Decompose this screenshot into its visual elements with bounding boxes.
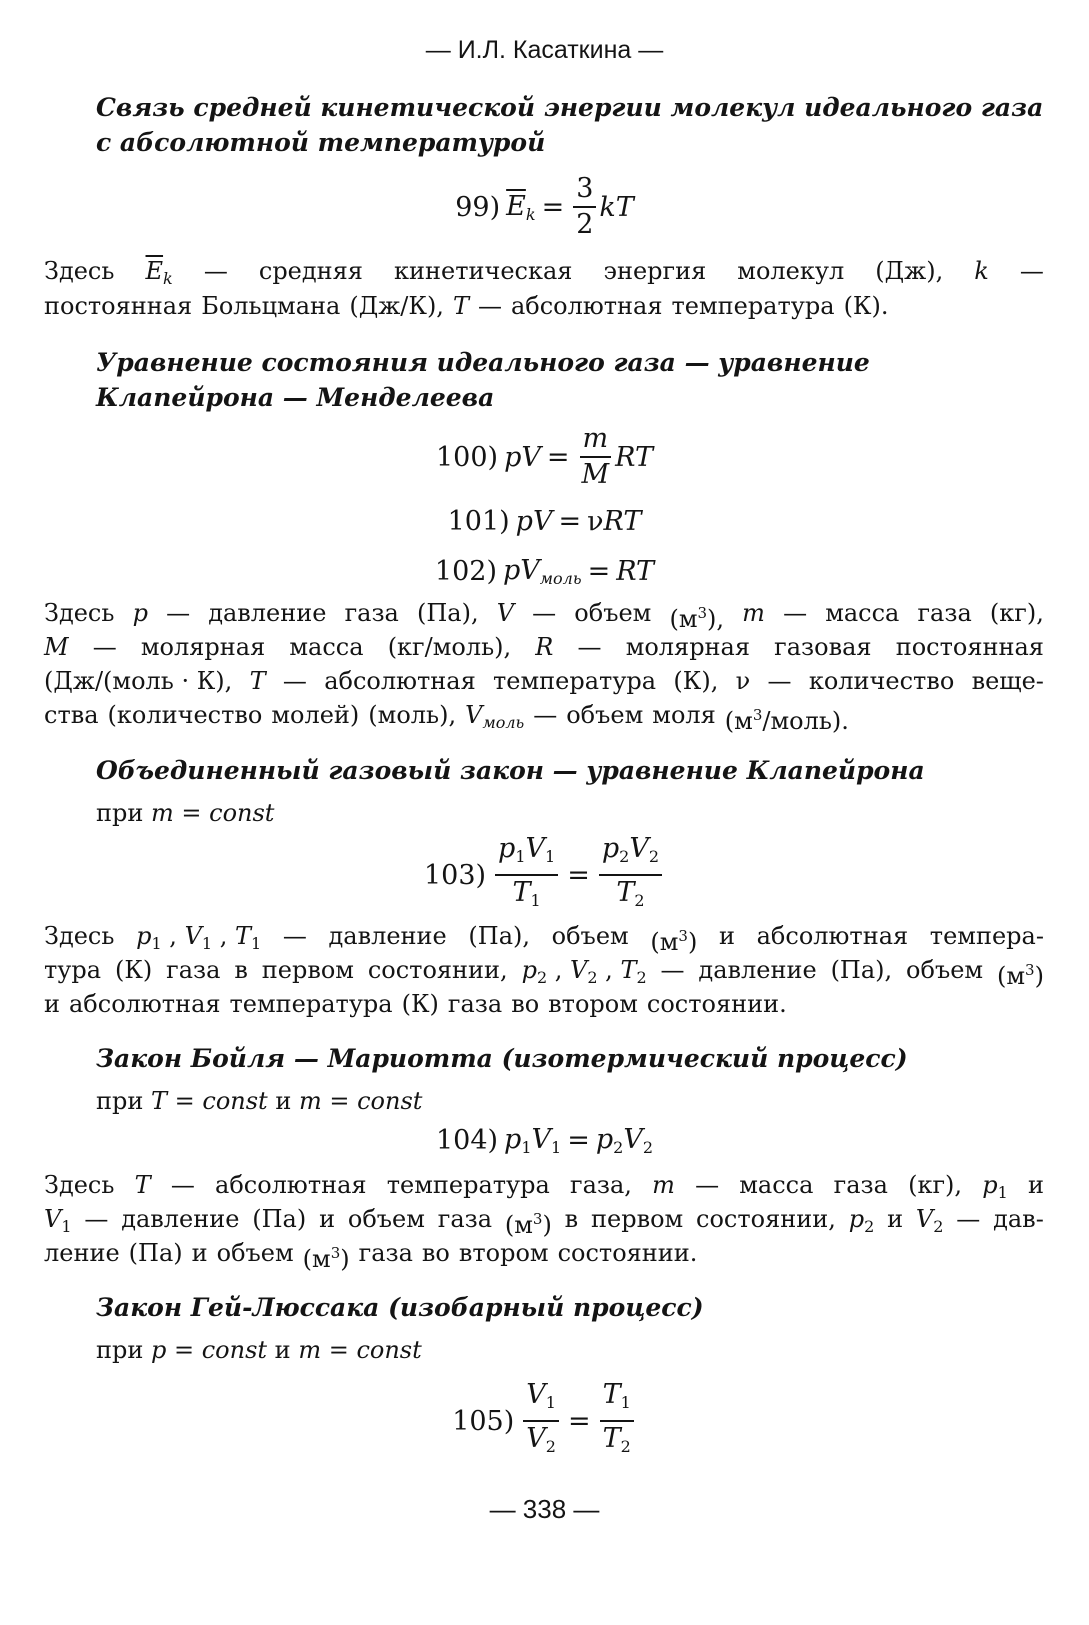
formula-103: 103) $\frac{p_1V_1}{T_1}$ = $\frac{p_2V_2}{T_2}$ [0,832,1089,918]
text-line-s3-2: тура (К) газа в первом состоянии, $p_2$ , $V_2$ , $T_2$ — давление (Па), объем $(м^3)$ [44,956,1044,990]
text-line-s3-3: и абсолютная температура (К) газа во втором состоянии. [44,990,787,1018]
text-line-s4-1: Здесь T — абсолютная температура газа, m — масса газа (кг), $p_1$ и [44,1171,1044,1202]
text-line-s1-2: постоянная Больцмана (Дж/К), T — абсолютная температура (К). [44,292,889,320]
section-heading-gay-lussac: Закон Гей-Люссака (изобарный процесс) [96,1293,704,1322]
text-line-s4-2: $V_1$ — давление (Па) и объем газа $(м^3)$ в первом состоянии, $p_2$ и $V_2$ — дав- [44,1205,1044,1239]
section-heading-kinetic-energy: Связь средней кинетической энергии молекул идеального газа с абсолютной температурой [96,93,1044,157]
text-line-s4-3: ление (Па) и объем $(м^3)$ газа во втором состоянии. [44,1239,698,1273]
section-heading-clapeyron-mendeleev: Уравнение состояния идеального газа — уравнение Клапейрона — Менделеева [96,348,870,412]
running-header: — И.Л. Касаткина — [425,36,664,64]
formula-105: 105) $\frac{V_1}{V_2}$ = $\frac{T_1}{T_2}$ [0,1378,1089,1464]
section-heading-combined-gas-law: Объединенный газовый закон — уравнение Клапейрона [96,756,925,785]
page-number: — 338 — [489,1494,600,1524]
section-heading-boyle-mariotte: Закон Бойля — Мариотта (изотермический процесс) [96,1044,908,1073]
formula-99: 99) $\overline{E}_k$ = $\frac{3}{2}$ kT [455,173,634,240]
text-line-s1-1: Здесь $\overline{E}_k$ — средняя кинетическая энергия молекул (Дж), k — [44,257,1044,288]
text-line-s3-1: Здесь $p_1$ , $V_1$ , $T_1$ — давление (Па), объем $(м^3)$ и абсолютная темпера- [44,922,1044,956]
condition-mass-const: при m = const [96,799,275,827]
text-line-s2-1: Здесь p — давление газа (Па), V — объем $(м^3)$, m — масса газа (кг), [44,599,1044,633]
formula-100: 100) pV = $\frac{m}{M}$ RT [435,423,654,490]
formula-102: 102) $pV_{моль}$ = RT [434,555,655,588]
text-line-s2-3: (Дж/(моль · К), T — абсолютная температура (К), ν — количество веще- [44,667,1044,695]
text-line-s2-4: ства (количество молей) (моль), $V_{моль}$ — объем моля $(м^3/моль)$. [44,701,849,735]
text-line-s2-2: M — молярная масса (кг/моль), R — молярная газовая постоянная [44,633,1044,661]
condition-pressure-mass-const: при p = const и m = const [96,1336,422,1364]
formula-101: 101) pV = νRT [447,506,642,537]
condition-temperature-mass-const: при T = const и m = const [96,1087,423,1115]
formula-104: 104) $p_1V_1$ = $p_2V_2$ [435,1124,654,1157]
